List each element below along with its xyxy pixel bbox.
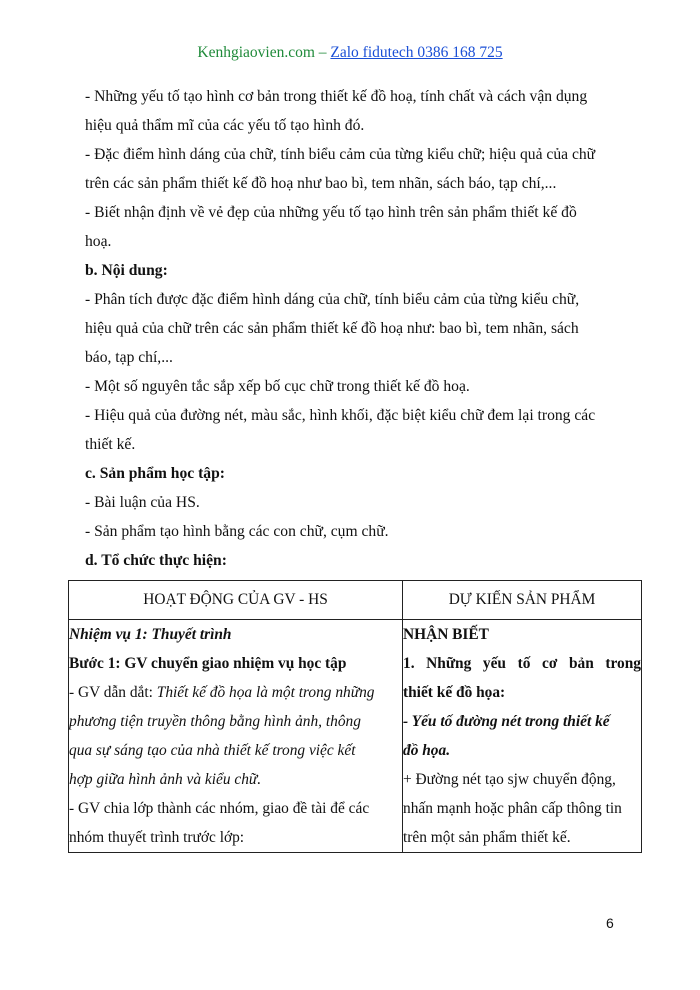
page-header bbox=[0, 44, 700, 62]
activity-table bbox=[68, 580, 642, 853]
body-line: - Biết nhận định về vẻ đẹp của những yếu tố tạo hình trên sản phẩm thiết kế đồ bbox=[85, 204, 577, 221]
divide-line: - GV chia lớp thành các nhóm, giao đề tài để các bbox=[69, 800, 370, 817]
section-b-heading: b. Nội dung: bbox=[85, 262, 168, 279]
body-line: hoạ. bbox=[85, 233, 112, 250]
intro-italic-line: phương tiện truyền thông bằng hình ảnh, thông bbox=[69, 713, 361, 730]
table-row bbox=[69, 620, 642, 853]
table-header-row bbox=[69, 581, 642, 620]
intro-italic-line: qua sự sáng tạo của nhà thiết kế trong việc kết bbox=[69, 742, 356, 759]
sub-title: - Yếu tố đường nét trong thiết kế bbox=[403, 713, 610, 730]
section-b-line: hiệu quả của chữ trên các sản phẩm thiết kế đồ hoạ như: bao bì, tem nhãn, sách bbox=[85, 320, 579, 337]
header-separator: – bbox=[314, 44, 331, 61]
body-line: trên các sản phẩm thiết kế đồ hoạ như bao bì, tem nhãn, sách báo, tạp chí,... bbox=[85, 175, 557, 192]
task-title: Nhiệm vụ 1: Thuyết trình bbox=[69, 626, 232, 643]
section-d-heading: d. Tổ chức thực hiện: bbox=[85, 552, 227, 569]
activities-cell bbox=[69, 620, 403, 853]
point-line: trên một sản phẩm thiết kế. bbox=[403, 829, 571, 846]
page-number: 6 bbox=[606, 915, 614, 931]
item-title: thiết kế đồ họa: bbox=[403, 684, 506, 701]
section-b-line: thiết kế. bbox=[85, 436, 136, 453]
body-line: hiệu quả thẩm mĩ của các yếu tố tạo hình đó. bbox=[85, 117, 365, 134]
section-b-line: - Hiệu quả của đường nét, màu sắc, hình khối, đặc biệt kiểu chữ đem lại trong các bbox=[85, 407, 596, 424]
level-label: NHẬN BIẾT bbox=[403, 626, 489, 643]
item-title: 1. Những yếu tố cơ bản trong bbox=[403, 655, 641, 672]
body-line: - Những yếu tố tạo hình cơ bản trong thiết kế đồ hoạ, tính chất và cách vận dụng bbox=[85, 88, 588, 105]
body-line: - Đặc điểm hình dáng của chữ, tính biểu cảm của từng kiểu chữ; hiệu quả của chữ bbox=[85, 146, 596, 163]
point-line: + Đường nét tạo sjw chuyển động, bbox=[403, 771, 616, 788]
section-c-line: - Bài luận của HS. bbox=[85, 494, 200, 511]
col-header-products: DỰ KIẾN SẢN PHẨM bbox=[403, 581, 642, 620]
products-cell bbox=[403, 620, 642, 853]
col-header-activities: HOẠT ĐỘNG CỦA GV - HS bbox=[69, 581, 403, 620]
point-line: nhấn mạnh hoặc phân cấp thông tin bbox=[403, 800, 622, 817]
section-b-line: báo, tạp chí,... bbox=[85, 349, 173, 366]
divide-line: nhóm thuyết trình trước lớp: bbox=[69, 829, 245, 846]
intro-italic-line: hợp giữa hình ảnh và kiểu chữ. bbox=[69, 771, 262, 788]
sub-title: đồ họa. bbox=[403, 742, 451, 759]
section-c-line: - Sản phẩm tạo hình bằng các con chữ, cụm chữ. bbox=[85, 523, 389, 540]
intro-line bbox=[69, 678, 402, 707]
section-c-heading: c. Sản phẩm học tập: bbox=[85, 465, 225, 482]
section-b-line: - Một số nguyên tắc sắp xếp bố cục chữ trong thiết kế đồ hoạ. bbox=[85, 378, 470, 395]
section-b-line: - Phân tích được đặc điểm hình dáng của chữ, tính biểu cảm của từng kiểu chữ, bbox=[85, 291, 580, 308]
document-body bbox=[85, 82, 615, 575]
intro-italic: Thiết kế đồ họa là một trong những bbox=[156, 684, 375, 701]
step-title: Bước 1: GV chuyển giao nhiệm vụ học tập bbox=[69, 655, 347, 672]
header-zalo-link[interactable]: Zalo fidutech 0386 168 725 bbox=[330, 44, 503, 61]
intro-prefix: - GV dẫn dắt: bbox=[69, 684, 157, 701]
header-site: Kenhgiaovien.com bbox=[197, 44, 315, 61]
